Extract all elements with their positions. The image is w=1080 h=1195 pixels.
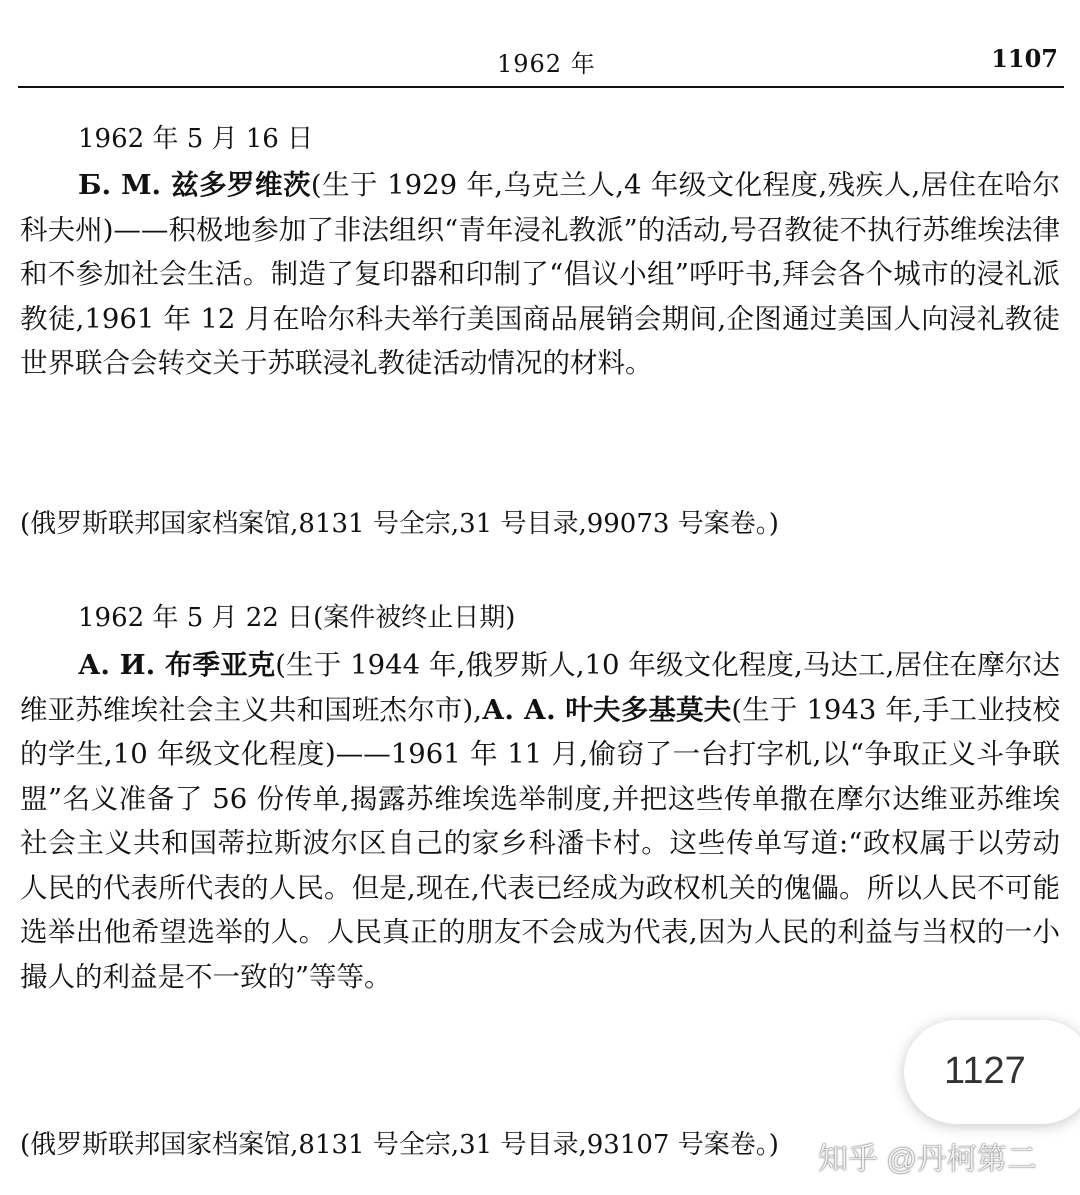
entry-text (20, 163, 1060, 386)
entry-body: (生于 1943 年,手工业技校的学生,10 年级文化程度)——1961 年 11 月,偷窃了一台打字机,以“争取正义斗争联盟”名义准备了 56 份传单,揭露苏维埃选举制度,并把这些传单撒在摩尔达维亚苏维埃社会主义共和国蒂拉斯波尔区自己的家乡科潘卡村。这些传单写道:“政权属于以劳动人民的代表所代表的人民。但是,现在,代表已经成为政权机关的傀儡。所以人民不可能选举出他希望选举的人。人民真正的朋友不会成为代表,因为人民的利益与当权的一小撮人的利益是不一致的”等等。 (20, 693, 1061, 993)
page-indicator-badge[interactable] (904, 1020, 1080, 1124)
watermark: 知乎 @丹柯第二 (818, 1143, 1037, 1176)
entry-date: 1962 年 5 月 16 日 (78, 124, 314, 154)
person-name: Б. М. 兹多罗维茨 (78, 169, 311, 201)
archive-source: (俄罗斯联邦国家档案馆,8131 号全宗,31 号目录,99073 号案卷。) (20, 509, 779, 539)
entry-body: (生于 1944 年,俄罗斯人,10 年级文化程度,马达工,居住在摩尔达维亚苏维埃社会主义共和国班杰尔市), (20, 649, 1060, 726)
archive-source: (俄罗斯联邦国家档案馆,8131 号全宗,31 号目录,93107 号案卷。) (20, 1130, 779, 1160)
entry-date: 1962 年 5 月 22 日(案件被终止日期) (78, 603, 516, 633)
page-header (0, 0, 1080, 90)
entry-text (20, 643, 1060, 999)
person-name: А. А. 叶夫多基莫夫 (481, 693, 732, 726)
page-number: 1107 (991, 44, 1058, 73)
header-rule (18, 86, 1064, 88)
person-name: А. И. 布季亚克 (78, 649, 276, 681)
page-indicator-number: 1127 (944, 1050, 1026, 1092)
running-title: 1962 年 (497, 50, 596, 78)
entry-body: (生于 1929 年,乌克兰人,4 年级文化程度,残疾人,居住在哈尔科夫州)——积极地参加了非法组织“青年浸礼教派”的活动,号召教徒不执行苏维埃法律和不参加社会生活。制造了复印器和印制了“倡议小组”呼吁书,拜会各个城市的浸礼派教徒,1961 年 12 月在哈尔科夫举行美国商品展销会期间,企图通过美国人向浸礼教徒世界联合会转交关于苏联浸礼教徒活动情况的材料。 (20, 169, 1060, 379)
